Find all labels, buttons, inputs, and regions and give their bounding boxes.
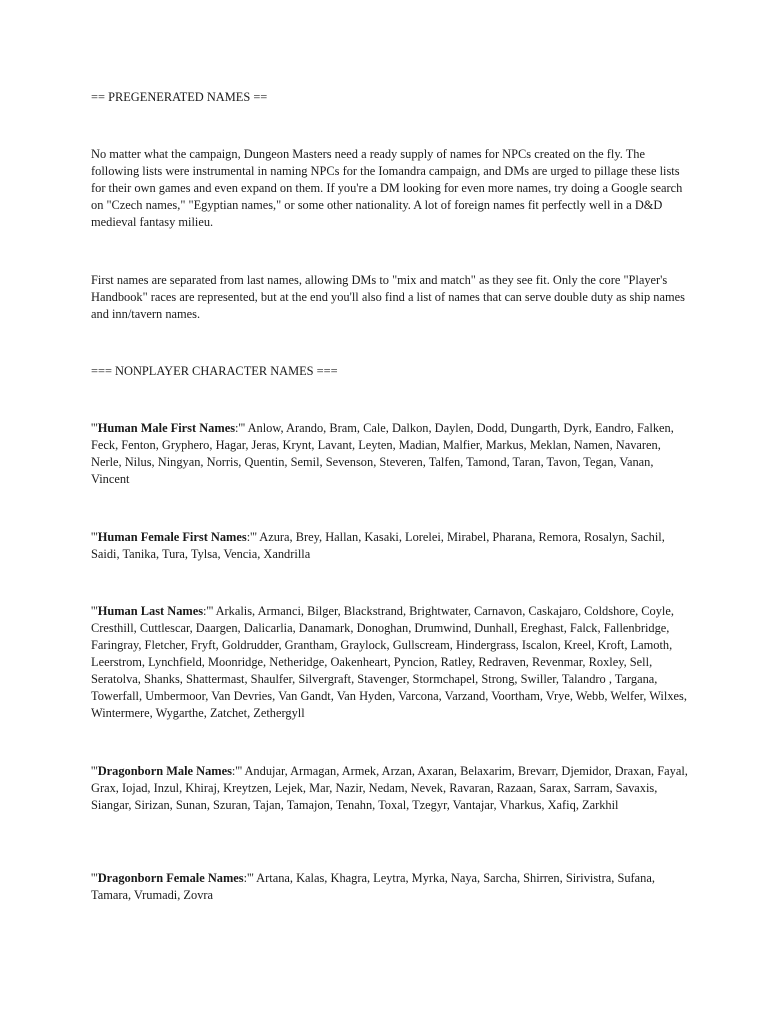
name-list: Azura, Brey, Hallan, Kasaki, Lorelei, Mirabel, Pharana, Remora, Rosalyn, Sachil, Saidi, Tanika, Tura, Tylsa, Vencia, Xandrilla <box>91 530 665 561</box>
markup-open: ''' <box>91 530 98 544</box>
markup-open: ''' <box>91 421 98 435</box>
markup-open: ''' <box>91 764 98 778</box>
section-label: Dragonborn Female Names <box>97 871 244 885</box>
section-human-last-names <box>91 603 691 722</box>
markup-close: :''' <box>243 871 254 885</box>
section-label: Dragonborn Male Names <box>97 764 232 778</box>
section-label: Human Last Names <box>97 604 204 618</box>
section-label: Human Female First Names <box>97 530 247 544</box>
intro-paragraph-2: First names are separated from last names, allowing DMs to "mix and match" as they see fit. Only the core "Player's Handbook" races are represented, but at the end you'll also find a list of names that can serve double duty as ship names and inn/tavern names. <box>91 273 685 321</box>
markup-open: ''' <box>91 604 98 618</box>
markup-open: ''' <box>91 871 98 885</box>
heading-pregenerated-names: == PREGENERATED NAMES == <box>91 90 268 104</box>
markup-close: :''' <box>231 764 243 778</box>
section-dragonborn-male-names <box>91 763 691 814</box>
section-dragonborn-female-names <box>91 870 691 904</box>
heading-nonplayer-character-names: === NONPLAYER CHARACTER NAMES === <box>91 364 338 378</box>
markup-close: :''' <box>246 530 257 544</box>
name-list: Andujar, Armagan, Armek, Arzan, Axaran, Belaxarim, Brevarr, Djemidor, Draxan, Fayal, Grax, Iojad, Inzul, Khiraj, Kreytzen, Lejek, Mar, Nazir, Nedam, Nevek, Ravaran, Razaan, Sarax, Sarram, Savaxis, Siangar, Sirizan, Sunan, Szuran, Tajan, Tamajon, Tenahn, Toxal, Tzegyr, Vantajar, Vharkus, Xafiq, Zarkhil <box>91 764 688 812</box>
name-list: Arkalis, Armanci, Bilger, Blackstrand, Brightwater, Carnavon, Caskajaro, Coldshore, Coyle, Cresthill, Cuttlescar, Daargen, Dalicarlia, Danamark, Donoghan, Drumwind, Dunhall, Ereghast, Falck, Fallenbridge, Faringray, Fletcher, Fryft, Goldrudder, Grantham, Graylock, Gullscream, Hindergrass, Iscalon, Kreel, Kroft, Lamoth, Leerstrom, Lynchfield, Moonridge, Netheridge, Oakenheart, Pyncion, Ratley, Redraven, Revenmar, Roxley, Sell, Seratolva, Shanks, Shattermast, Shaulfer, Silvergraft, Stavenger, Stormchapel, Strong, Swiller, Talandro , Targana, Towerfall, Umbermoor, Van Devries, Van Gandt, Van Hyden, Varcona, Varzand, Voortham, Vrye, Webb, Welfer, Wilxes, Wintermere, Wygarthe, Zatchet, Zethergyll <box>91 604 687 720</box>
markup-close: :''' <box>235 421 246 435</box>
name-list: Anlow, Arando, Bram, Cale, Dalkon, Daylen, Dodd, Dungarth, Dyrk, Eandro, Falken, Feck, Fenton, Gryphero, Hagar, Jeras, Krynt, Lavant, Leyten, Madian, Malfier, Markus, Meklan, Namen, Navaren, Nerle, Nilus, Ningyan, Norris, Quentin, Semil, Sevenson, Steveren, Talfen, Tamond, Taran, Tavon, Tegan, Vanan, Vincent <box>91 421 674 486</box>
name-list: Artana, Kalas, Khagra, Leytra, Myrka, Naya, Sarcha, Shirren, Sirivistra, Sufana, Tamara, Vrumadi, Zovra <box>91 871 655 902</box>
section-human-male-first-names <box>91 420 691 488</box>
intro-paragraph-1: No matter what the campaign, Dungeon Masters need a ready supply of names for NPCs created on the fly. The following lists were instrumental in naming NPCs for the Iomandra campaign, and DMs are urged to pillage these lists for their own games and even expand on them. If you're a DM looking for even more names, try doing a Google search on "Czech names," "Egyptian names," or some other nationality. A lot of foreign names fit perfectly well in a D&D medieval fantasy milieu. <box>91 147 683 229</box>
section-human-female-first-names <box>91 529 691 563</box>
markup-close: :''' <box>203 604 214 618</box>
section-label: Human Male First Names <box>97 421 236 435</box>
